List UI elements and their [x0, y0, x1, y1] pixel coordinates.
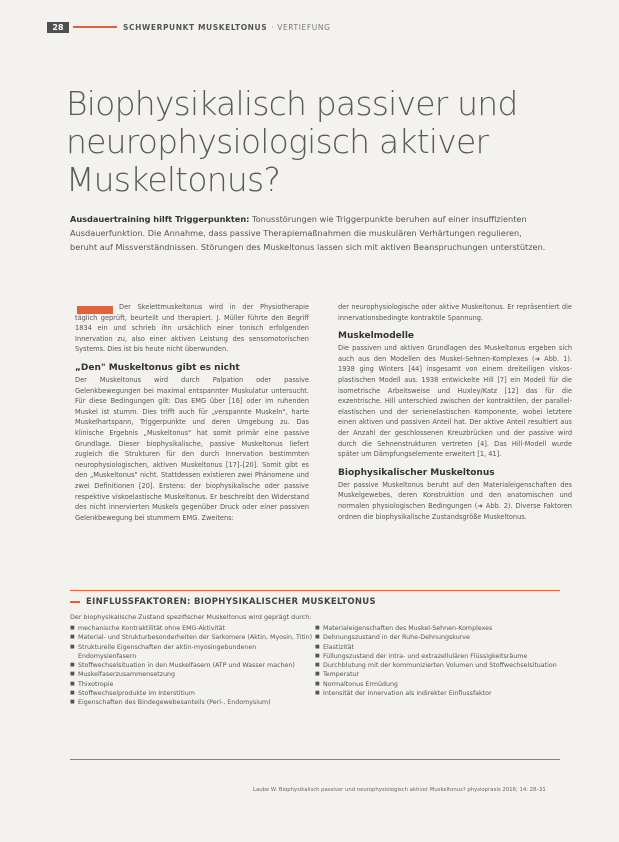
list-item: ■ mechanische Kontraktilität ohne EMG-Aktivität	[70, 624, 315, 633]
section-label: SCHWERPUNKT MUSKELTONUS	[123, 22, 268, 32]
right-column	[338, 302, 572, 522]
left-column	[75, 302, 309, 523]
lead-paragraph	[70, 213, 550, 254]
box-title-text: EINFLUSSFAKTOREN: BIOPHYSIKALISCHER MUSKELTONUS	[86, 597, 376, 607]
list-item: ■ Stoffwechselsituation in den Muskelfasern (ATP und Wasser machen)	[70, 661, 315, 670]
list-item: ■ Temperatur	[315, 670, 560, 679]
list-item: ■ Eigenschaften des Bindegewebesanteils (Peri-, Endomysium)	[70, 698, 315, 707]
lead-text: Tonusstörungen wie Triggerpunkte beruhen auf einer insuffizienten Ausdauerfunktion. Die Annahme, dass passive Therapiemaßnahmen die muskulären Verhärtungen regulieren, beruht auf Missverständnissen. Störungen des Muskeltonus lassen sich mit aktiven Beanspruchungen unterstützen.	[70, 214, 546, 252]
header-accent-line	[73, 26, 117, 28]
info-box	[70, 590, 560, 760]
box-columns	[70, 624, 560, 708]
box-title-marker	[70, 601, 80, 603]
list-item: ■ Normaltonus Ermüdung	[315, 680, 560, 689]
list-item: ■ Füllungszustand der intra- und extrazellulären Flüssigkeitsräume	[315, 652, 560, 661]
right-intro: der neurophysiologische oder aktive Muskeltonus. Er repräsentiert die innervationsbedingte kontraktile Spannung.	[338, 303, 572, 322]
page-header	[47, 21, 331, 33]
left-intro: Der Skelettmuskeltonus wird in der Physiotherapie täglich geprüft, beurteilt und therapiert. J. Müller führte den Begriff 1834 ein und schrieb ihn ursächlich einer tonisch erfolgenden Innervation zu, also einer aktiven Leistung des sensomotorischen Systems. Dies ist bis heute nicht überwunden.	[75, 303, 309, 354]
list-item: ■ Thixotropie	[70, 680, 315, 689]
right-body-biophys: Der passive Muskeltonus beruht auf den Materialeigenschaften des Muskelgewebes, deren Konstruktion und den anatomischen und normalen physiologischen Bedingungen (➜ Abb. 2). Diverse Faktoren ordnen die biophysikalische Zustandsgröße Muskeltonus.	[338, 480, 572, 521]
left-body: Der Muskeltonus wird durch Palpation oder passive Gelenkbewegungen bei maximal entspannter Muskulatur untersucht. Für diese Bedingungen gilt: Das EMG über [16] oder im ruhenden Muskel ist stumm. Dies trifft auch für „verspannte Muskeln", harte Muskelhartspann, Triggerpunkte und deren Umgebung zu. Das klinische Ergebnis „Muskeltonus" hat somit primär eine passive Grundlage. Dieser biophysikalische, passive Muskeltonus liefert zugleich die Strukturen für den durch Innervation bestimmten neurophysiologischen, aktiven Muskeltonus [17]–[20]. Somit gibt es den „Muskeltonus" nicht. Stattdessen existieren zwei Phänomene und zwei Definitionen [20]. Erstens: der biophysikalische oder passive respektive viskoelastische Muskeltonus. Er beschreibt den Widerstand des nicht innervierten Muskels gegenüber Druck oder einer passiven Gelenkbewegung bei stummem EMG. Zweitens:	[75, 375, 309, 522]
citation-footer: Laube W. Biophysikalisch passiver und neurophysiologisch aktiver Muskeltonus? physiopraxis 2016; 14: 28–31	[253, 787, 546, 793]
box-list-left	[70, 624, 315, 708]
list-item: ■ Stoffwechselprodukte im Interstitium	[70, 689, 315, 698]
right-heading-biophys: Biophysikalischer Muskeltonus	[338, 467, 495, 478]
box-title	[70, 597, 560, 607]
left-heading: „Den" Muskeltonus gibt es nicht	[75, 362, 240, 373]
right-heading-models: Muskelmodelle	[338, 331, 415, 342]
list-item: ■ Material- und Strukturbesonderheiten der Sarkomere (Aktin, Myosin, Titin)	[70, 633, 315, 642]
subsection-label: · VERTIEFUNG	[271, 22, 331, 32]
list-item: ■ Muskelfaserzusammensetzung	[70, 670, 315, 679]
page-number: 28	[47, 22, 69, 33]
box-intro: Der biophysikalische Zustand spezifischer Muskeltonus wird geprägt durch:	[70, 613, 312, 621]
article-title: Biophysikalisch passiver und neurophysiologisch aktiver Muskeltonus?	[66, 84, 518, 199]
list-item: ■ Intensität der Innervation als indirekter Einflussfaktor	[315, 689, 560, 698]
box-list-right	[315, 624, 560, 708]
list-item: ■ Dehnungszustand in der Ruhe-Dehnungskurve	[315, 633, 560, 642]
lead-bold: Ausdauertraining hilft Triggerpunkten:	[70, 214, 250, 224]
list-item: ■ Materialeigenschaften des Muskel-Sehnen-Komplexes	[315, 624, 560, 633]
list-item: ■ Elastizität	[315, 643, 560, 652]
list-item: ■ Strukturelle Eigenschaften der aktin-myosingebundenen Endomysienfasern	[70, 643, 315, 662]
right-body-models: Die passiven und aktiven Grundlagen des Muskeltonus ergeben sich auch aus den Modellen des Muskel-Sehnen-Komplexes (➜ Abb. 1). 1938 ging Winters [44] insgesamt von einem dreiteiligen viskos-plastischen Modell aus. 1938 entwickelte Hill [7] ein Modell für die isometrische Arbeitsweise und Huxley/Katz [12] das für die exzentrische. Hill unterschied zwischen der kontraktilen, der parallel-elastischen und der serienelastischen Komponente, wobei letztere einen aktiven und passiven Anteil hat. Der aktive Anteil resultiert aus der Anzahl der geschlossenen Kreuzbrücken und der passive wird durch die Sehnenstrukturen vertreten [4]. Das Hill-Modell wurde später um Dämpfungselemente erweitert [1, 41].	[338, 344, 572, 459]
list-item: ■ Durchblutung mit der kommunizierten Volumen und Stoffwechselsituation	[315, 661, 560, 670]
